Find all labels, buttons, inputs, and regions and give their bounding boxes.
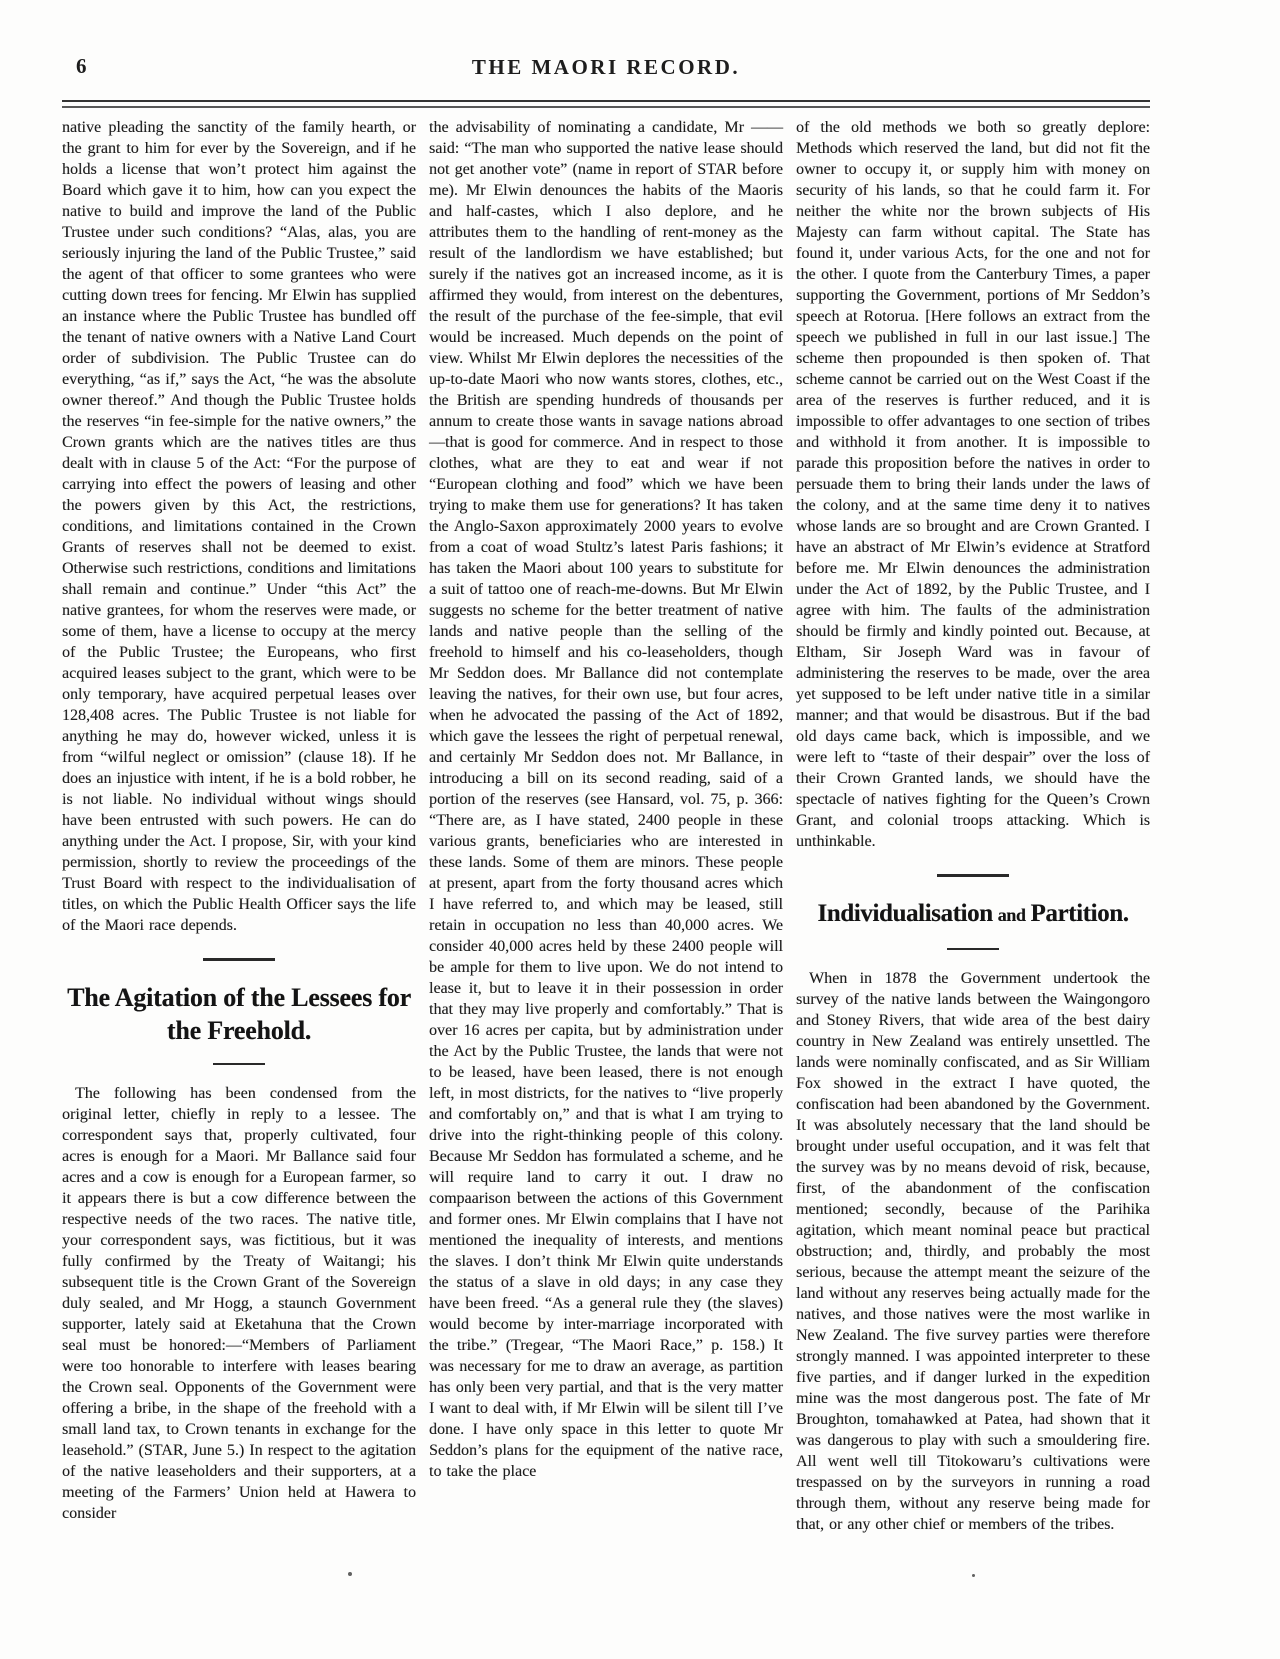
- article-paragraph: The following has been condensed from the original letter, chiefly in reply to a lessee. The correspondent says that, properly cultivated, four acres is enough for a Maori. Mr Ballance said four acres and a cow is enough for a European farmer, so it appears there is but a cow difference between the respective needs of the two races. The native title, your correspondent says, was fictitious, but it was fully confirmed by the Treaty of Waitangi; his subsequent title is the Crown Grant of the Sovereign duly sealed, and Mr Hogg, a staunch Government supporter, lately said at Eketahuna that the Crown seal must be honored:—“Members of Parliament were too honorable to interfere with leases bearing the Crown seal. Opponents of the Government were offering a bribe, in the shape of the freehold with a small land tax, to Crown tenants in exchange for the leasehold.” (STAR, June 5.) In respect to the agitation of the native leaseholders and their supporters, at a meeting of the Farmers’ Union held at Hawera to consider: [62, 1085, 416, 1522]
- article-heading-agitation: The Agitation of the Lessees for the Freehold.: [67, 983, 411, 1045]
- header-double-rule: [62, 100, 1150, 108]
- heading-word: Partition.: [1030, 900, 1129, 927]
- section-divider: [947, 948, 999, 950]
- article-paragraph-continuation: native pleading the sanctity of the family hearth, or the grant to him for ever by the Sovereign, and if he holds a license that won’t protect him against the Board which gave it to him, how can you expect the native to build and improve the land of the Public Trustee under such conditions? “Alas, alas, you are seriously injuring the land of the Public Trustee,” said the agent of that officer to some grantees who were cutting down trees for fencing. Mr Elwin has supplied an instance where the Public Trustee has bundled off the tenant of native owners with a Native Land Court order of subdivision. The Public Trustee can do everything, “as if,” says the Act, “he was the absolute owner thereof.” And though the Public Trustee holds the reserves “in fee-simple for the native owners,” the Crown grants which are the natives titles are thus dealt with in clause 5 of the Act: “For the purpose of carrying into effect the powers of leasing and other the powers given by this Act, the restrictions, conditions, and limitations contained in the Crown Grants of reserves shall not be deemed to exist. Otherwise such restrictions, conditions and limitations shall remain and continue.” Under “this Act” the native grantees, for whom the reserves were made, or some of them, have a license to occupy at the mercy of the Public Trustee; the Europeans, who first acquired leases subject to the grant, which were to be only temporary, have acquired perpetual leases over 128,408 acres. The Public Trustee is not liable for anything he may do, however wicked, unless it is from “wilful neglect or omission” (clause 18). If he does an injustice with intent, if he is a bold robber, he is not liable. No individual without wings should have been entrusted with such powers. He can do anything under the Act. I propose, Sir, with your kind permission, shortly to review the proceedings of the Trust Board with respect to the individualisation of titles, on which the Public Health Officer says the life of the Maori race depends.: [62, 119, 416, 934]
- heading-word-and: and: [997, 905, 1026, 925]
- section-divider: [937, 874, 1009, 877]
- column-3: [796, 117, 1150, 1535]
- article-heading-individualisation: [796, 897, 1150, 932]
- section-divider: [203, 958, 275, 961]
- scan-speck: [348, 1572, 352, 1576]
- page-number: 6: [76, 54, 88, 78]
- masthead-title: THE MAORI RECORD.: [471, 55, 741, 79]
- column-2: [429, 117, 783, 1535]
- page-header: [62, 52, 1150, 86]
- article-paragraph-continuation: the advisability of nominating a candidate, Mr —— said: “The man who supported the native lease should not get another vote” (name in report of STAR before me). Mr Elwin denounces the habits of the Maoris and half-castes, which I also deplore, and he attributes them to the handling of rent-money as the result of the landlordism we have established; but surely if the natives got an increased income, as it is affirmed they would, from interest on the debentures, the result of the purchase of the fee-simple, that evil would be increased. Much depends on the point of view. Whilst Mr Elwin deplores the necessities of the up-to-date Maori who now wants stores, clothes, etc., the British are spending hundreds of thousands per annum to create those wants in savage nations abroad—that is good for commerce. And in respect to those clothes, what are they to eat and wear if not “European clothing and food” which we have been trying to make them use for generations? It has taken the Anglo-Saxon approximately 2000 years to evolve from a coat of woad Stultz’s latest Paris fashions; it has taken the Maori about 100 years to substitute for a suit of tattoo one of reach-me-downs. But Mr Elwin suggests no scheme for the better treatment of native lands and native people than the selling of the freehold to himself and his co-leaseholders, though Mr Seddon does. Mr Ballance did not contemplate leaving the natives, for their own use, but four acres, when he advocated the passing of the Act of 1892, which gave the lessees the right of perpetual renewal, and certainly Mr Seddon does not. Mr Ballance, in introducing a bill on its second reading, said of a portion of the reserves (see Hansard, vol. 75, p. 366: “There are, as I have stated, 2400 people in these various grants, beneficiaries who are interested in these lands. Some of them are minors. These people at present, apart from the forty thousand acres which I have referred to, and which may be leased, still retain in occupation no less than 40,000 acres. We consider 40,000 acres held by these 2400 people will be ample for them to live upon. We do not intend to lease it, but to leave it in their possession in order that they may live properly and comfortably.” That is over 16 acres per capita, but by administration under the Act by the Public Trustee, the lands that were not to be leased, have been leased, there is not enough left, in most districts, for the natives to “live properly and comfortably on,” and that is what I am trying to drive into the right-thinking people of this colony. Because Mr Seddon has formulated a scheme, and he will require land to carry it out. I draw no compaarison between the actions of this Government and former ones. Mr Elwin complains that I have not mentioned the inequality of interests, and mentions the slaves. I don’t think Mr Elwin quite understands the status of a slave in old days; in any case they have been freed. “As a general rule they (the slaves) would become by inter-marriage incorporated with the tribe.” (Tregear, “The Maori Race,” p. 158.) It was necessary for me to draw an average, as partition has only been very partial, and that is the very matter I want to deal with, if Mr Elwin will be silent till I’ve done. I have only space in this letter to quote Mr Seddon’s plans for the equipment of the native race, to take the place: [429, 119, 783, 1480]
- article-columns: [62, 117, 1150, 1535]
- article-paragraph-continuation: of the old methods we both so greatly deplore: Methods which reserved the land, but did not fit the owner to occupy it, or supply him with money on security of his lands, so that he could farm it. For neither the white nor the brown subjects of His Majesty can farm without capital. The State has found it, under various Acts, for the one and not for the other. I quote from the Canterbury Times, a paper supporting the Government, portions of Mr Seddon’s speech at Rotorua. [Here follows an extract from the speech we published in full in our last issue.] The scheme then propounded is then spoken of. That scheme cannot be carried out on the West Coast if the area of the reserves is further reduced, and it is impossible to offer advantages to one section of tribes and withhold it from another. It is impossible to parade this proposition before the natives in order to persuade them to bring their lands under the laws of the colony, and at the same time deny it to natives whose lands are so brought and are Crown Granted. I have an abstract of Mr Elwin’s evidence at Stratford before me. Mr Elwin denounces the administration under the Act of 1892, by the Public Trustee, and I agree with him. The faults of the administration should be firmly and kindly pointed out. Because, at Eltham, Sir Joseph Ward was in favour of administering the reserves to be made, over the area yet supposed to be left under native title in a similar manner; and that would be disastrous. But if the bad old days came back, which is impossible, and we were left to “taste of their despair” over the loss of their Crown Granted lands, we should have the spectacle of natives fighting for the Queen’s Crown Grant, and colonial troops attacking. Which is unthinkable.: [796, 119, 1150, 850]
- scan-speck: [972, 1574, 975, 1577]
- heading-word: Individualisation: [817, 900, 993, 927]
- article-paragraph: When in 1878 the Government undertook the survey of the native lands between the Waingongoro and Stoney Rivers, that wide area of the best dairy country in New Zealand was entirely unsettled. The lands were nominally confiscated, and as Sir William Fox showed in the extract I have quoted, the confiscation had been abandoned by the Government. It was absolutely necessary that the land should be brought under useful occupation, and it was felt that the survey was by no means devoid of risk, because, first, of the abandonment of the confiscation mentioned; secondly, because of the Parihika agitation, which meant nominal peace but practical obstruction; and, thirdly, and probably the most serious, because the attempt meant the seizure of the land without any reserves being actually made for the natives, and those natives were the most warlike in New Zealand. The five survey parties were therefore strongly manned. I was appointed interpreter to these five parties, and if danger lurked in the expedition mine was the most dangerous post. The fate of Mr Broughton, tomahawked at Patea, had shown that it was dangerous to play with such a smouldering fire. All went well till Titokowaru’s cultivations were trespassed on by the surveyors in running a road through them, without any reserve being made for that, or any other chief or members of the tribes.: [796, 970, 1150, 1533]
- column-1: [62, 117, 416, 1535]
- section-divider: [213, 1063, 265, 1065]
